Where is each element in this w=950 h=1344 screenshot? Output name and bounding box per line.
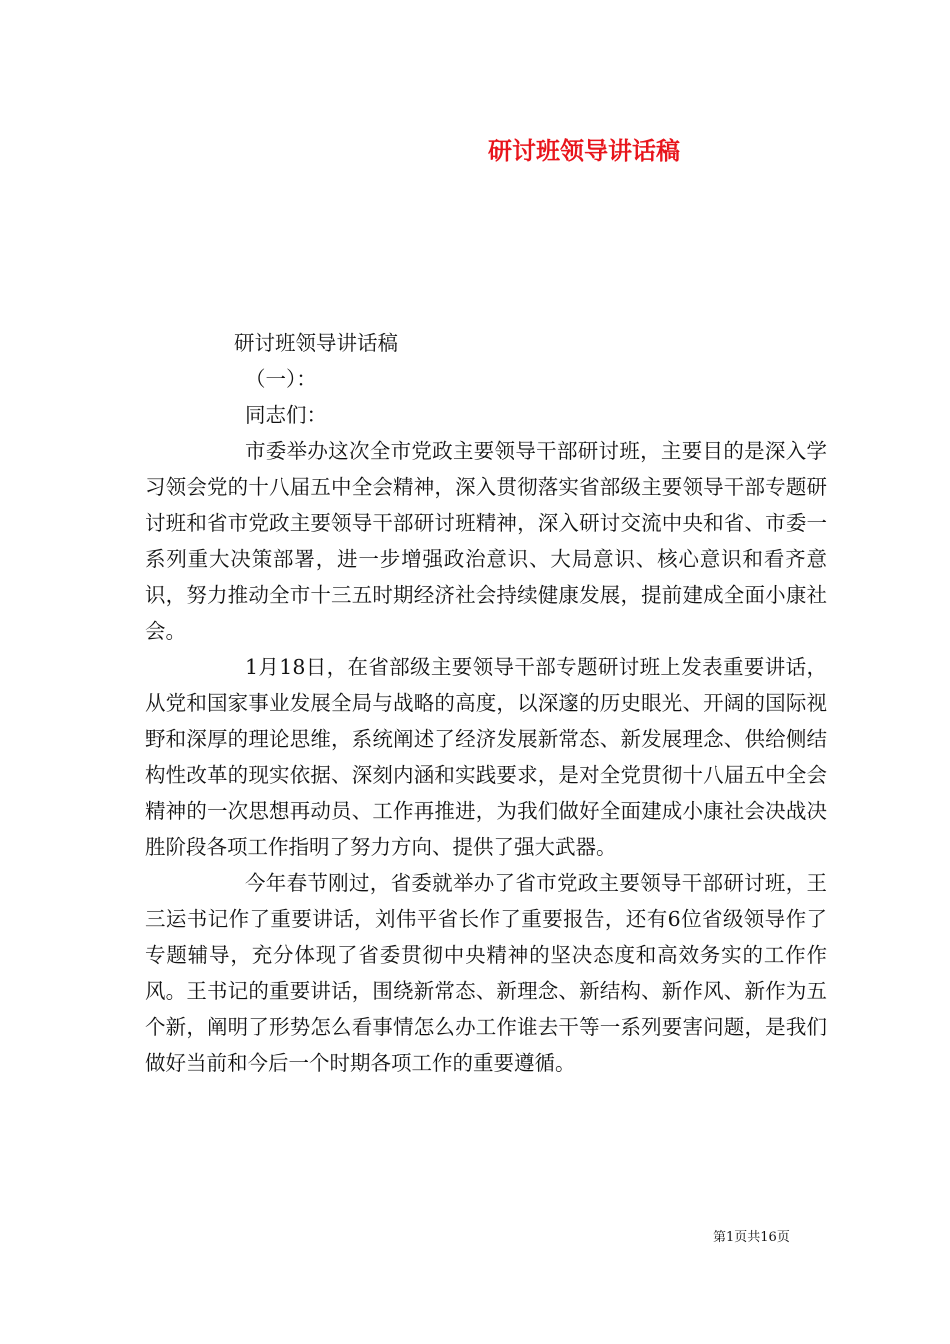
document-body [145, 325, 827, 1081]
paragraph-2: 1月18日，在省部级主要领导干部专题研讨班上发表重要讲话，从党和国家事业发展全局与战略的高度，以深邃的历史眼光、开阔的国际视野和深厚的理论思维，系统阐述了经济发展新常态、新发展理念、供给侧结构性改革的现实依据、深刻内涵和实践要求，是对全党贯彻十八届五中全会精神的一次思想再动员、工作再推进，为我们做好全面建成小康社会决战决胜阶段各项工作指明了努力方向、提供了强大武器。 [145, 655, 827, 859]
salutation: 同志们： [245, 403, 327, 427]
document-title: 研讨班领导讲话稿 [488, 136, 680, 165]
document-subtitle: 研讨班领导讲话稿 [234, 331, 398, 355]
paragraph-3: 今年春节刚过，省委就举办了省市党政主要领导干部研讨班，王三运书记作了重要讲话，刘伟平省长作了重要报告，还有6位省级领导作了专题辅导，充分体现了省委贯彻中央精神的坚决态度和高效务实的工作作风。王书记的重要讲话，围绕新常态、新理念、新结构、新作风、新作为五个新，阐明了形势怎么看事情怎么办工作谁去干等一系列要害问题，是我们做好当前和今后一个时期各项工作的重要遵循。 [145, 871, 827, 1075]
page-number-footer: 第1页共16页 [713, 1230, 790, 1245]
paragraph-1: 市委举办这次全市党政主要领导干部研讨班，主要目的是深入学习领会党的十八届五中全会精神，深入贯彻落实省部级主要领导干部专题研讨班和省市党政主要领导干部研讨班精神，深入研讨交流中央和省、市委一系列重大决策部署，进一步增强政治意识、大局意识、核心意识和看齐意识，努力推动全市十三五时期经济社会持续健康发展，提前建成全面小康社会。 [145, 439, 827, 643]
section-mark: （一）： [245, 367, 317, 391]
